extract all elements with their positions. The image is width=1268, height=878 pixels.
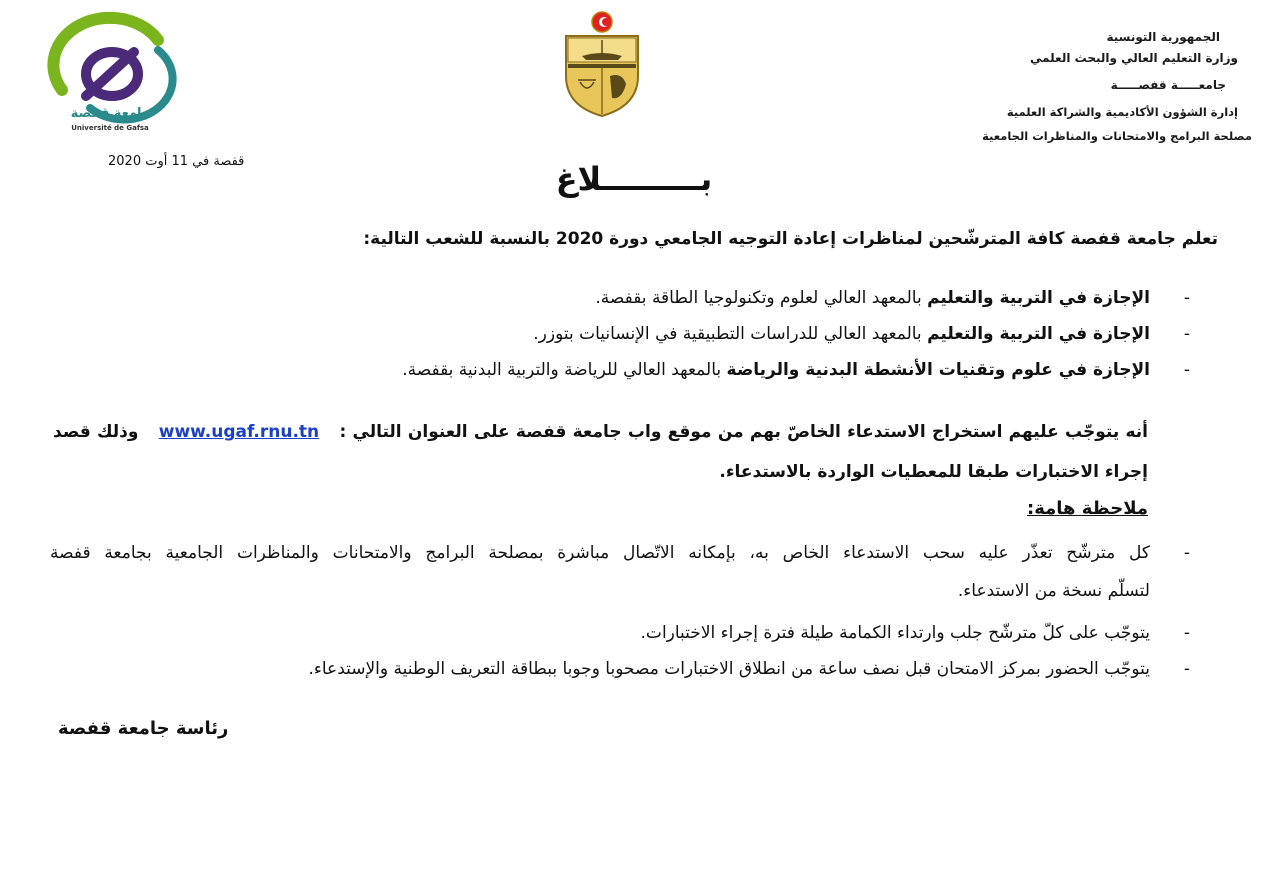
intro-paragraph: تعلم جامعة قفصة كافة المترشّحين لمناظرات إعادة التوجيه الجامعي دورة 2020 بالنسبة للشعب التالية: — [363, 229, 1218, 249]
note-text: يتوجّب الحضور بمركز الامتحان قبل نصف ساعة من انطلاق الاختبارات مصحوبا وجوبا ببطاقة التعريف الوطنية والإستدعاء. — [308, 659, 1150, 679]
header-ministry: وزارة التعليم العالي والبحث العلمي — [1029, 51, 1238, 65]
list-item — [150, 284, 1190, 320]
program-degree: الإجازة في التربية والتعليم — [927, 324, 1150, 344]
program-degree: الإجازة في علوم وتقنيات الأنشطة البدنية والرياضة — [726, 360, 1150, 380]
instructions-text-end: وذلك قصد — [53, 422, 139, 442]
notes-list — [50, 542, 1190, 694]
coat-of-arms-emblem — [560, 10, 644, 118]
logo-text-arabic: جامعة قفصة — [70, 106, 152, 121]
document-title: بـــــــــلاغ — [555, 160, 713, 198]
list-item — [150, 356, 1190, 392]
list-marker: - — [1183, 360, 1190, 380]
header-republic: الجمهورية التونسية — [1106, 30, 1220, 44]
header-service: مصلحة البرامج والامتحانات والمناظرات الجامعية — [982, 129, 1252, 143]
logo-text-french: Université de Gafsa — [71, 124, 149, 132]
header-university: جامعـــــة قفصـــــة — [1110, 78, 1226, 92]
list-marker: - — [1183, 623, 1190, 643]
instructions-paragraph-line1 — [53, 422, 1148, 442]
instructions-paragraph-line2: إجراء الاختبارات طبقا للمعطيات الواردة بالاستدعاء. — [719, 462, 1148, 482]
note-text: كل مترشّح تعذّر عليه سحب الاستدعاء الخاص به، بإمكانه الاتّصال مباشرة بمصلحة البرامج والامتحانات والمناظرات الجامعية بجامعة قفصة — [50, 543, 1150, 563]
program-degree: الإجازة في التربية والتعليم — [927, 288, 1150, 308]
list-item — [50, 622, 1190, 658]
website-link[interactable]: www.ugaf.rnu.tn — [158, 422, 320, 442]
note-text-continued: لتسلّم نسخة من الاستدعاء. — [957, 581, 1150, 601]
list-item — [50, 542, 1190, 622]
list-marker: - — [1183, 288, 1190, 308]
programs-list — [150, 284, 1190, 392]
note-text: يتوجّب على كلّ مترشّح جلب وارتداء الكمامة طيلة فترة إجراء الاختبارات. — [640, 623, 1150, 643]
list-marker: - — [1183, 659, 1190, 679]
document-date: قفصة في 11 أوت 2020 — [108, 154, 245, 169]
signature: رئاسة جامعة قفصة — [58, 718, 229, 739]
coat-of-arms-icon — [560, 10, 644, 118]
note-title: ملاحظة هامة: — [1027, 498, 1148, 519]
program-institute: بالمعهد العالي لعلوم وتكنولوجيا الطاقة بقفصة. — [595, 288, 928, 308]
instructions-text: أنه يتوجّب عليهم استخراج الاستدعاء الخاصّ بهم من موقع واب جامعة قفصة على العنوان التالي : — [339, 422, 1148, 442]
program-institute: بالمعهد العالي للدراسات التطبيقية في الإنسانيات بتوزر. — [533, 324, 928, 344]
program-institute: بالمعهد العالي للرياضة والتربية البدنية بقفصة. — [402, 360, 727, 380]
list-marker: - — [1183, 543, 1190, 563]
university-logo — [40, 12, 180, 136]
header-department: إدارة الشؤون الأكاديمية والشراكة العلمية — [1006, 105, 1238, 119]
list-item — [150, 320, 1190, 356]
list-marker: - — [1183, 324, 1190, 344]
list-item — [50, 658, 1190, 694]
